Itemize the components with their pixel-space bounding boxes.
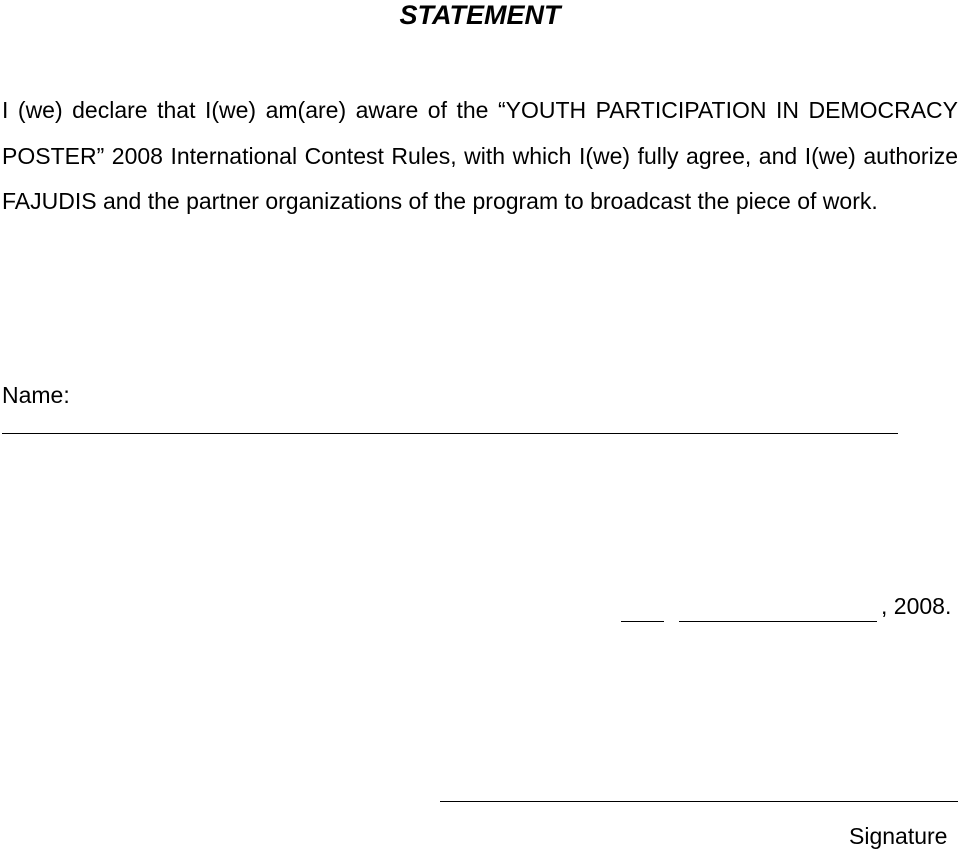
name-line	[2, 433, 898, 434]
document-title: STATEMENT	[399, 0, 561, 30]
signature-line	[440, 801, 958, 802]
statement-paragraph: I (we) declare that I(we) am(are) aware of the “YOUTH PARTICIPATION IN DEMOCRACY POSTER” 2008 International Contest Rules, with which I(we) fully agree, and I(we) authorize FAJUDIS and the partner organizations of the program to broadcast the piece of work.	[2, 97, 958, 214]
date-day-line	[621, 621, 664, 622]
name-label: Name:	[2, 382, 70, 408]
date-month-line	[679, 621, 877, 622]
signature-label: Signature	[849, 823, 948, 849]
date-year-text: , 2008.	[881, 593, 952, 619]
